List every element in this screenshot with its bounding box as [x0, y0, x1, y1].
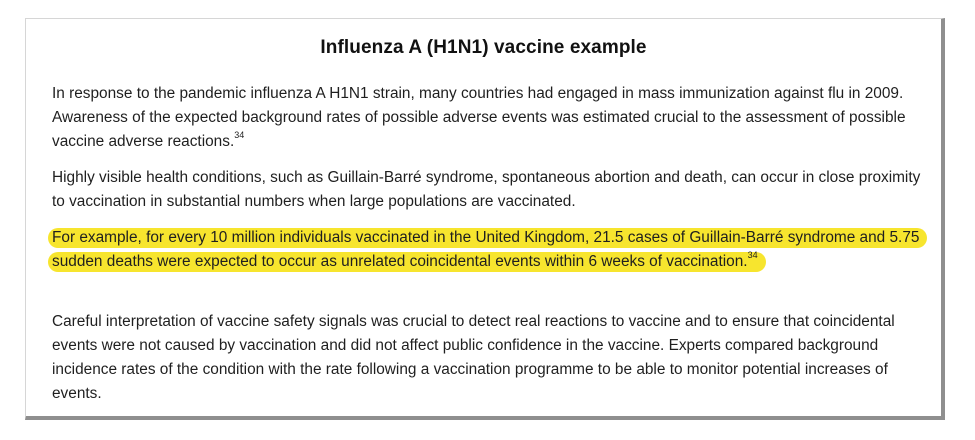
paragraph-highlighted-example	[52, 226, 924, 274]
case-study-box	[25, 18, 945, 420]
reference-superscript: 34	[747, 249, 758, 260]
paragraph-health-conditions	[52, 166, 924, 214]
paragraph-text: For example, for every 10 million individuals vaccinated in the United Kingdom, 21.5 cases of Guillain-Barré syndrome and 5.75 sudden deaths were expected to occur as unrelated coincidental events within 6 weeks of vaccination.	[52, 229, 920, 270]
paragraph-text: Highly visible health conditions, such as Guillain-Barré syndrome, spontaneous abortion and death, can occur in close proximity to vaccination in substantial numbers when large populations are vaccinated.	[52, 169, 921, 210]
paragraph-background-rates	[52, 82, 924, 154]
paragraph-text: In response to the pandemic influenza A H1N1 strain, many countries had engaged in mass immunization against flu in 2009. Awareness of the expected background rates of possible adverse events was estimated crucial to the assessment of possible vaccine adverse reactions.	[52, 85, 906, 150]
paragraph-text: Careful interpretation of vaccine safety signals was crucial to detect real reactions to vaccine and to ensure that coincidental events were not caused by vaccination and did not affect public confidence in the vaccine. Experts compared background incidence rates of the condition with the rate following a vaccination programme to be able to monitor potential increases of events.	[52, 313, 895, 402]
paragraph-safety-signals	[52, 310, 924, 406]
highlighted-text	[48, 228, 927, 272]
reference-superscript: 34	[234, 129, 245, 140]
box-title: Influenza A (H1N1) vaccine example	[320, 37, 647, 58]
